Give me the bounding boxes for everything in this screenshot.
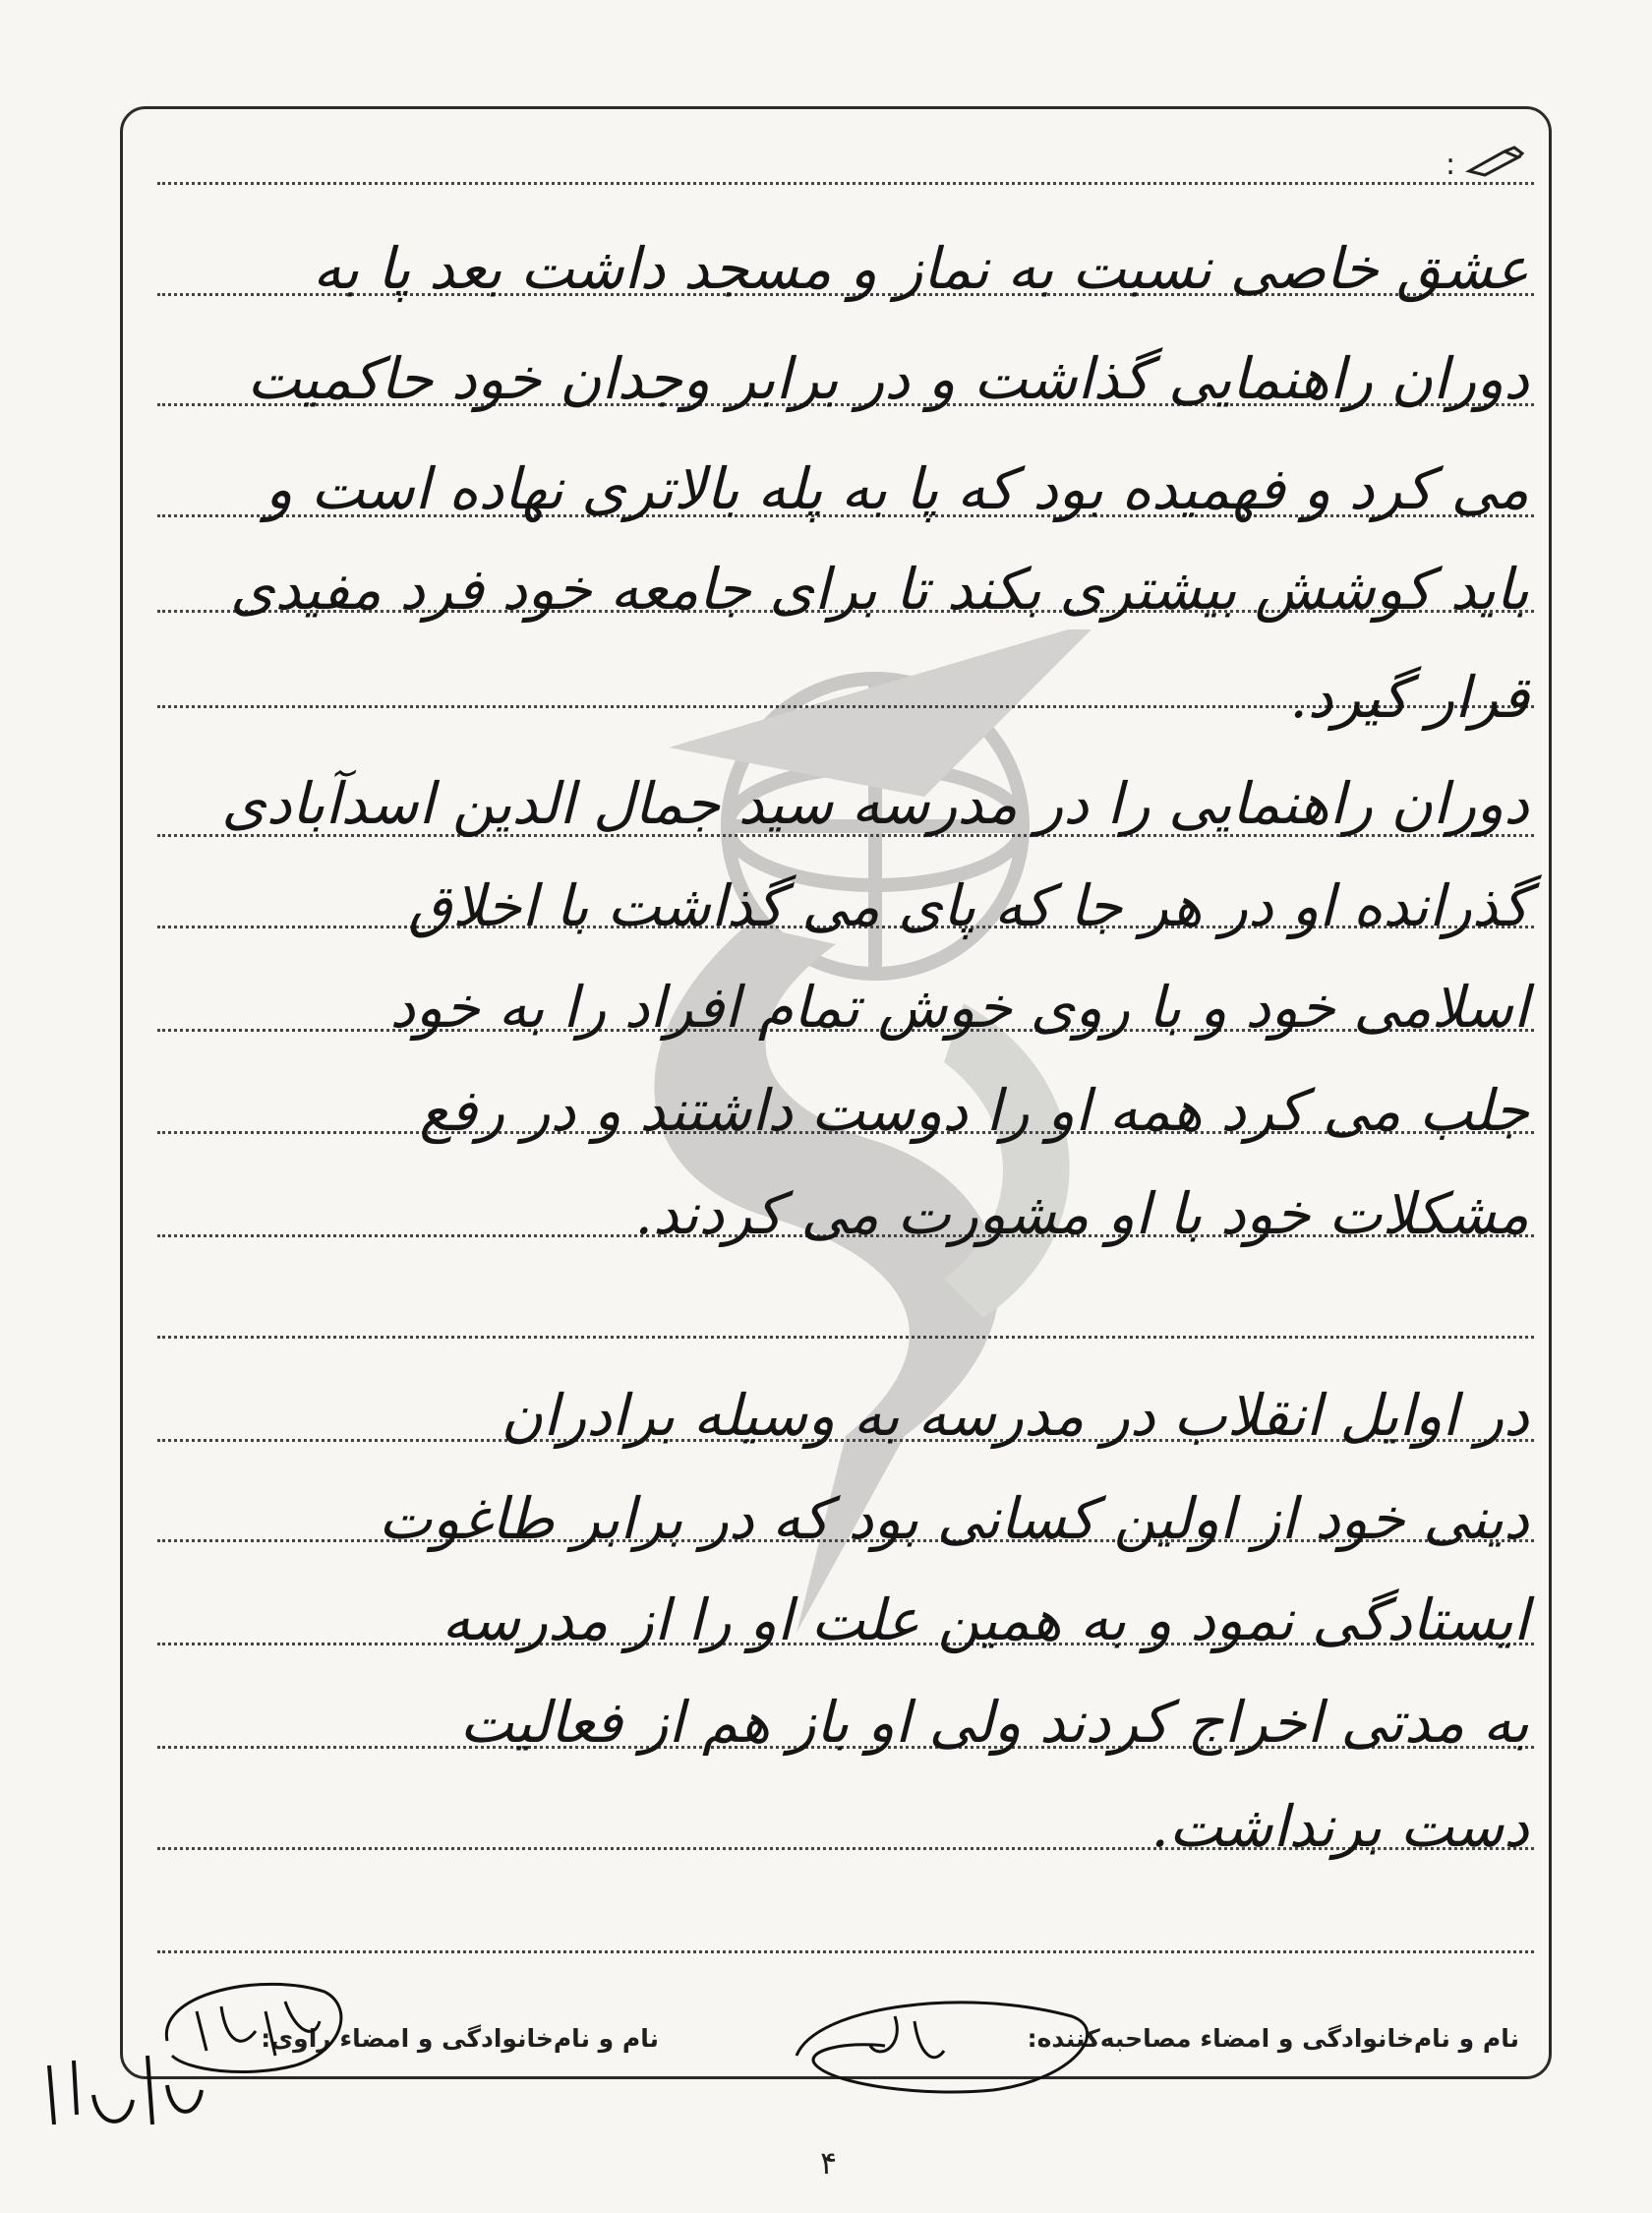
handwritten-line: باید کوشش بیشتری بکند تا برای جامعه خود فرد مفیدی — [230, 556, 1529, 623]
handwritten-line: مشکلات خود با او مشورت می کردند. — [634, 1180, 1529, 1247]
handwritten-line: می کرد و فهمیده بود که پا به پله بالاتری نهاده است و — [265, 455, 1529, 522]
handwritten-line: جلب می کرد همه او را دوست داشتند و در رفع — [419, 1077, 1529, 1144]
pen-icon — [1465, 146, 1524, 177]
page-number: ۴ — [820, 2144, 838, 2182]
handwritten-line: قرار گیرد. — [1289, 664, 1529, 731]
handwritten-line: در اوایل انقلاب در مدرسه به وسیله برادران — [501, 1382, 1529, 1449]
interviewer-signature-label: نام و نام‌خانوادگی و امضاء مصاحبه‌کننده: — [1027, 2024, 1519, 2053]
ruled-line — [157, 1950, 1534, 1953]
ruled-line — [157, 1336, 1534, 1339]
handwritten-line: عشق خاصی نسبت به نماز و مسجد داشت بعد پا به — [313, 235, 1529, 302]
handwritten-line: دوران راهنمایی گذاشت و در برابر وجدان خود حاکمیت — [247, 345, 1529, 412]
handwritten-line: اسلامی خود و با روی خوش تمام افراد را به خود — [389, 974, 1529, 1041]
header-colon: : — [1446, 148, 1456, 182]
handwritten-line: ایستادگی نمود و به همین علت او را از مدرسه — [442, 1586, 1529, 1653]
narrator-signature-label: نام و نام‌خانوادگی و امضاء راوی: — [261, 2024, 659, 2053]
handwritten-line: دست برنداشت. — [1150, 1793, 1529, 1860]
ruled-line — [157, 182, 1534, 185]
handwritten-line: دینی خود از اولین کسانی بود که در برابر طاغوت — [378, 1485, 1529, 1552]
handwritten-line: به مدتی اخراج کردند ولی او باز هم از فعالیت — [459, 1689, 1529, 1756]
handwritten-line: دوران راهنمایی را در مدرسه سید جمال الدین اسدآبادی — [221, 770, 1529, 837]
handwritten-line: گذرانده او در هر جا که پای می گذاشت با اخلاق — [407, 872, 1529, 939]
